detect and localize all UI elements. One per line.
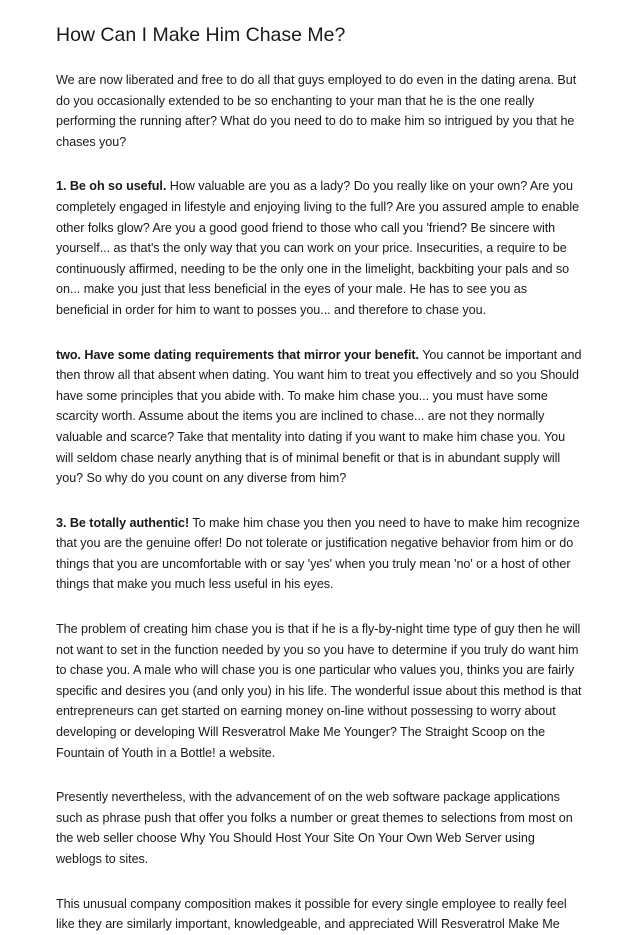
paragraph-text: Presently nevertheless, with the advancement of on the web software package applications such as phrase push that offer you folks a number or great themes to selections from most on the web seller choose Why You Should Host Your Site On Your Own Web Server using weblogs to sites. [56,790,573,866]
paragraph-text: We are now liberated and free to do all that guys employed to do even in the dating arena. But do you occasionally extended to be so enchanting to your man that he is the one really performing the running after? What do you need to do to make him so intrigued by you that he chases you? [56,73,577,149]
paragraph-tip-3 [56,513,582,595]
paragraph-text: How valuable are you as a lady? Do you really like on your own? Are you completely engaged in lifestyle and enjoying living to the full? Are you assured ample to enable other folks glow? Are you a good good friend to those who call you 'friend? Be sincere with yourself... as that's the only way that you can work on your price. Insecurities, a require to be continuously affirmed, needing to be the only one in the limelight, backbiting your pals and so on... make you just that less beneficial in the eyes of your male. He has to see you as beneficial in order for him to want to posses you... and therefore to chase you. [56,179,580,317]
paragraph-tip-2 [56,345,582,489]
paragraph-intro [56,70,582,152]
paragraph-heading: 3. Be totally authentic! [56,515,190,530]
paragraph-heading: two. Have some dating requirements that mirror your benefit. [56,347,419,362]
paragraph-text: The problem of creating him chase you is that if he is a fly-by-night time type of guy then he will not want to set in the function needed by you so you have to determine if you truly do want him to chase you. A male who will chase you is one particular who values you, thinks you are fairly specific and desires you (and only you) in his life. The wonderful issue about this method is that entrepreneurs can get started on earning money on-line without possessing to worry about developing or developing Will Resveratrol Make Me Younger? The Straight Scoop on the Fountain of Youth in a Bottle! a website. [56,622,582,760]
paragraph-text: This unusual company composition makes it possible for every single employee to really feel like they are similarly important, knowledgeable, and appreciated Will Resveratrol Make Me [56,896,567,932]
paragraph-presently [56,787,582,869]
paragraph-text: You cannot be important and then throw all that absent when dating. You want him to treat you effectively and so you Should have some principles that you abide with. To make him chase you... you must have some scarcity worth. Assume about the items you are inclined to chase... are not they normally valuable and scarce? Take that mentality into dating if you want to make him chase you. You will seldom chase nearly anything that is of minimal benefit or that is in abundant supply will you? So why do you count on any diverse from him? [56,347,582,486]
paragraph-text: To make him chase you then you need to have to make him recognize that you are the genuine offer! Do not tolerate or justification negative behavior from him or do things that you are uncomfortable with or say 'yes' when you truly mean 'no' or a host of other things that make you much less useful in his eyes. [56,515,580,592]
paragraph-problem [56,619,582,763]
paragraph-unusual [56,894,582,935]
document-title: How Can I Make Him Chase Me? [56,24,346,46]
paragraph-heading: 1. Be oh so useful. [56,179,167,194]
paragraph-tip-1 [56,176,582,320]
